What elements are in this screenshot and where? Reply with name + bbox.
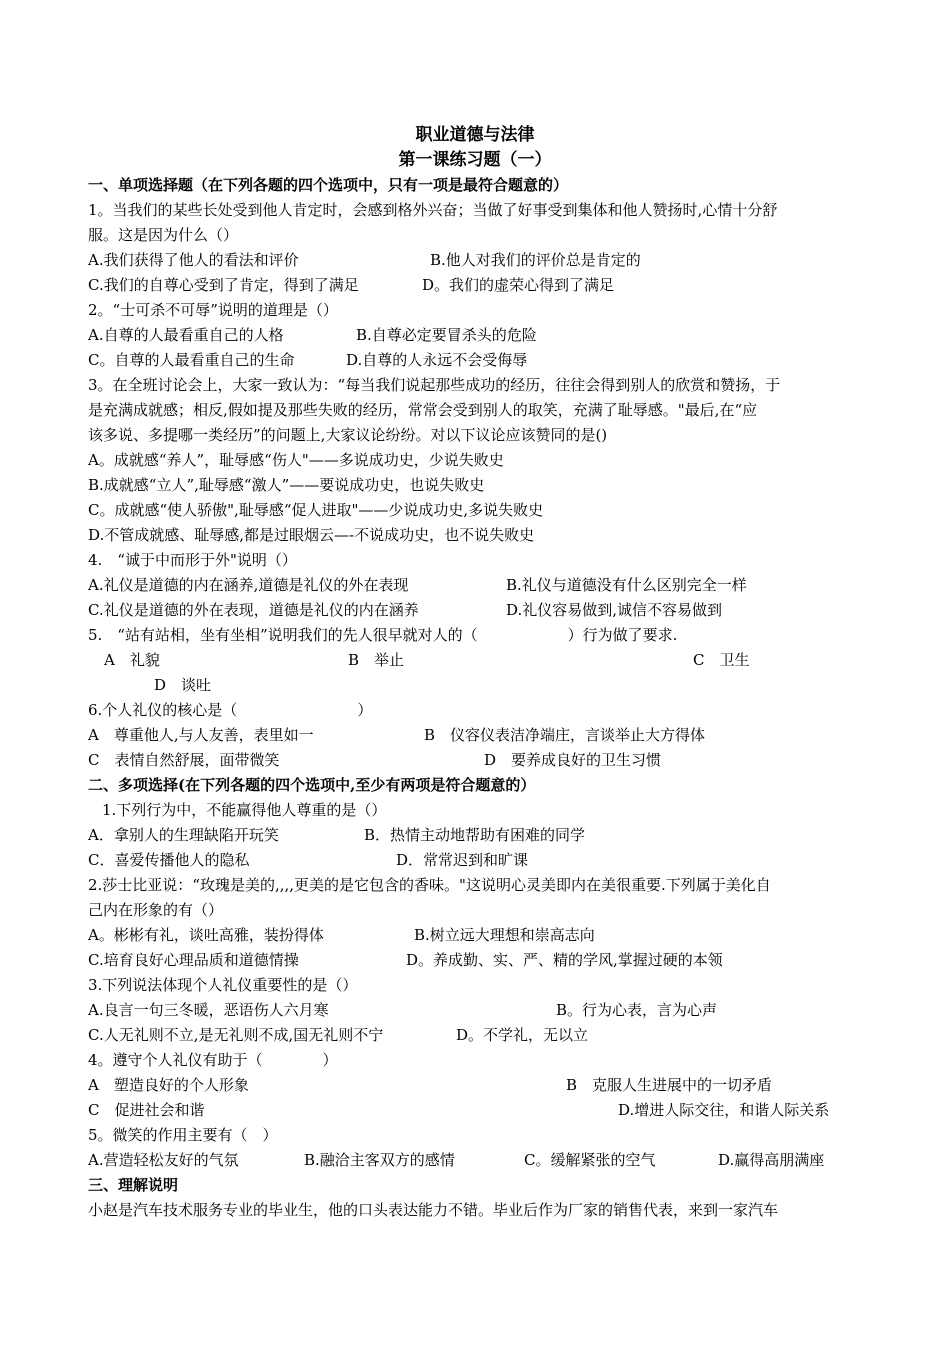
question-text: 3。在全班讨论会上，大家一致认为：“每当我们说起那些成功的经历，往往会得到别人的欣赏和赞扬，于: [88, 376, 781, 394]
question-text: 1.下列行为中，不能赢得他人尊重的是（）: [102, 801, 387, 819]
question-text: 是充满成就感；相反,假如提及那些失败的经历，常常会受到别人的取笑，充满了耻辱感。"最后,在“应: [88, 401, 758, 419]
section-explanation: 三、理解说明: [88, 1176, 179, 1194]
option: A.营造轻松友好的气氛: [88, 1151, 239, 1169]
option: D。养成勤、实、严、精的学风,掌握过硬的本领: [406, 951, 723, 969]
option: A.礼仪是道德的内在涵养,道德是礼仪的外在表现: [88, 576, 409, 594]
option: A．拿别人的生理缺陷开玩笑: [88, 826, 279, 844]
option: B.树立远大理想和崇高志向: [414, 926, 595, 944]
option: B 举止: [348, 651, 405, 669]
option: C。缓解紧张的空气: [524, 1151, 656, 1169]
option: D.自尊的人永远不会受侮辱: [346, 351, 528, 369]
option: C 表情自然舒展，面带微笑: [88, 751, 280, 769]
essay-paragraph: 小赵是汽车技术服务专业的毕业生，他的口头表达能力不错。毕业后作为厂家的销售代表，来到一家汽车: [88, 1201, 779, 1219]
question-text: 服。这是因为什么（）: [88, 226, 239, 244]
option: A 礼貌: [104, 651, 160, 669]
question-text: 4. “诚于中而形于外"说明（）: [88, 551, 297, 569]
section-multiple-choice: 二、多项选择(在下列各题的四个选项中,至少有两项是符合题意的）: [88, 776, 536, 794]
option: A。彬彬有礼，谈吐高雅，装扮得体: [88, 926, 324, 944]
question-text: 6.个人礼仪的核心是（ ）: [88, 701, 373, 719]
document-subtitle: 第一课练习题（一）: [398, 150, 552, 170]
option: A 塑造良好的个人形象: [88, 1076, 249, 1094]
option: B．热情主动地帮助有困难的同学: [364, 826, 586, 844]
option: D。不学礼，无以立: [456, 1026, 589, 1044]
option: A.良言一句三冬暖，恶语伤人六月寒: [88, 1001, 329, 1019]
option: A 尊重他人,与人友善，表里如一: [88, 726, 314, 744]
option: B。行为心表，言为心声: [556, 1001, 718, 1019]
question-text: 该多说、多提哪一类经历”的问题上,大家议论纷纷。对以下议论应该赞同的是(): [88, 426, 608, 444]
option: A。成就感“养人”，耻辱感“伤人"——多说成功史，少说失败史: [88, 451, 504, 469]
question-text: 4。遵守个人礼仪有助于（ ）: [88, 1051, 338, 1069]
option: B.礼仪与道德没有什么区别完全一样: [506, 576, 747, 594]
section-single-choice: 一、单项选择题（在下列各题的四个选项中，只有一项是最符合题意的）: [88, 176, 569, 194]
document-title: 职业道德与法律: [415, 125, 535, 145]
option: D.增进人际交往，和谐人际关系: [618, 1101, 830, 1119]
option: C.礼仪是道德的外在表现，道德是礼仪的内在涵养: [88, 601, 419, 619]
option: C 卫生: [693, 651, 750, 669]
option: B.融洽主客双方的感情: [304, 1151, 455, 1169]
option: B 仪容仪表洁净端庄，言谈举止大方得体: [424, 726, 706, 744]
option: D。我们的虚荣心得到了满足: [422, 276, 615, 294]
question-text: 2。“士可杀不可辱”说明的道理是（）: [88, 301, 338, 319]
option: A.自尊的人最看重自己的人格: [88, 326, 284, 344]
option: D．常常迟到和旷课: [396, 851, 529, 869]
option: C 促进社会和谐: [88, 1101, 205, 1119]
question-text: 5。微笑的作用主要有（ ）: [88, 1126, 278, 1144]
option: D 谈吐: [154, 676, 212, 694]
question-text: 己内在形象的有（）: [88, 901, 224, 919]
question-text: 1。当我们的某些长处受到他人肯定时，会感到格外兴奋；当做了好事受到集体和他人赞扬时,心情十分舒: [88, 201, 778, 219]
option: D.不管成就感、耻辱感,都是过眼烟云—-不说成功史，也不说失败史: [88, 526, 535, 544]
option: D.礼仪容易做到,诚信不容易做到: [506, 601, 723, 619]
option: C.我们的自尊心受到了肯定，得到了满足: [88, 276, 359, 294]
question-text: 5. “站有站相，坐有坐相”说明我们的先人很早就对人的（ ）行为做了要求.: [88, 626, 678, 644]
question-text: 2.莎士比亚说：“玫瑰是美的,,,,更美的是它包含的香味。"这说明心灵美即内在美很重要.下列属于美化自: [88, 876, 771, 894]
option: D 要养成良好的卫生习惯: [484, 751, 662, 769]
option: A.我们获得了他人的看法和评价: [88, 251, 299, 269]
question-text: 3.下列说法体现个人礼仪重要性的是（）: [88, 976, 358, 994]
option: B.自尊必定要冒杀头的危险: [356, 326, 537, 344]
option: D.赢得高朋满座: [718, 1151, 825, 1169]
option: C.培育良好心理品质和道德情操: [88, 951, 299, 969]
option: C．喜爱传播他人的隐私: [88, 851, 250, 869]
option: C。成就感“使人骄傲",耻辱感“促人进取"——少说成功史,多说失败史: [88, 501, 544, 519]
option: C.人无礼则不立,是无礼则不成,国无礼则不宁: [88, 1026, 384, 1044]
option: B.他人对我们的评价总是肯定的: [430, 251, 641, 269]
option: B.成就感“立人”,耻辱感“激人”——要说成功史，也说失败史: [88, 476, 485, 494]
option: C。自尊的人最看重自己的生命: [88, 351, 295, 369]
option: B 克服人生进展中的一切矛盾: [566, 1076, 773, 1094]
